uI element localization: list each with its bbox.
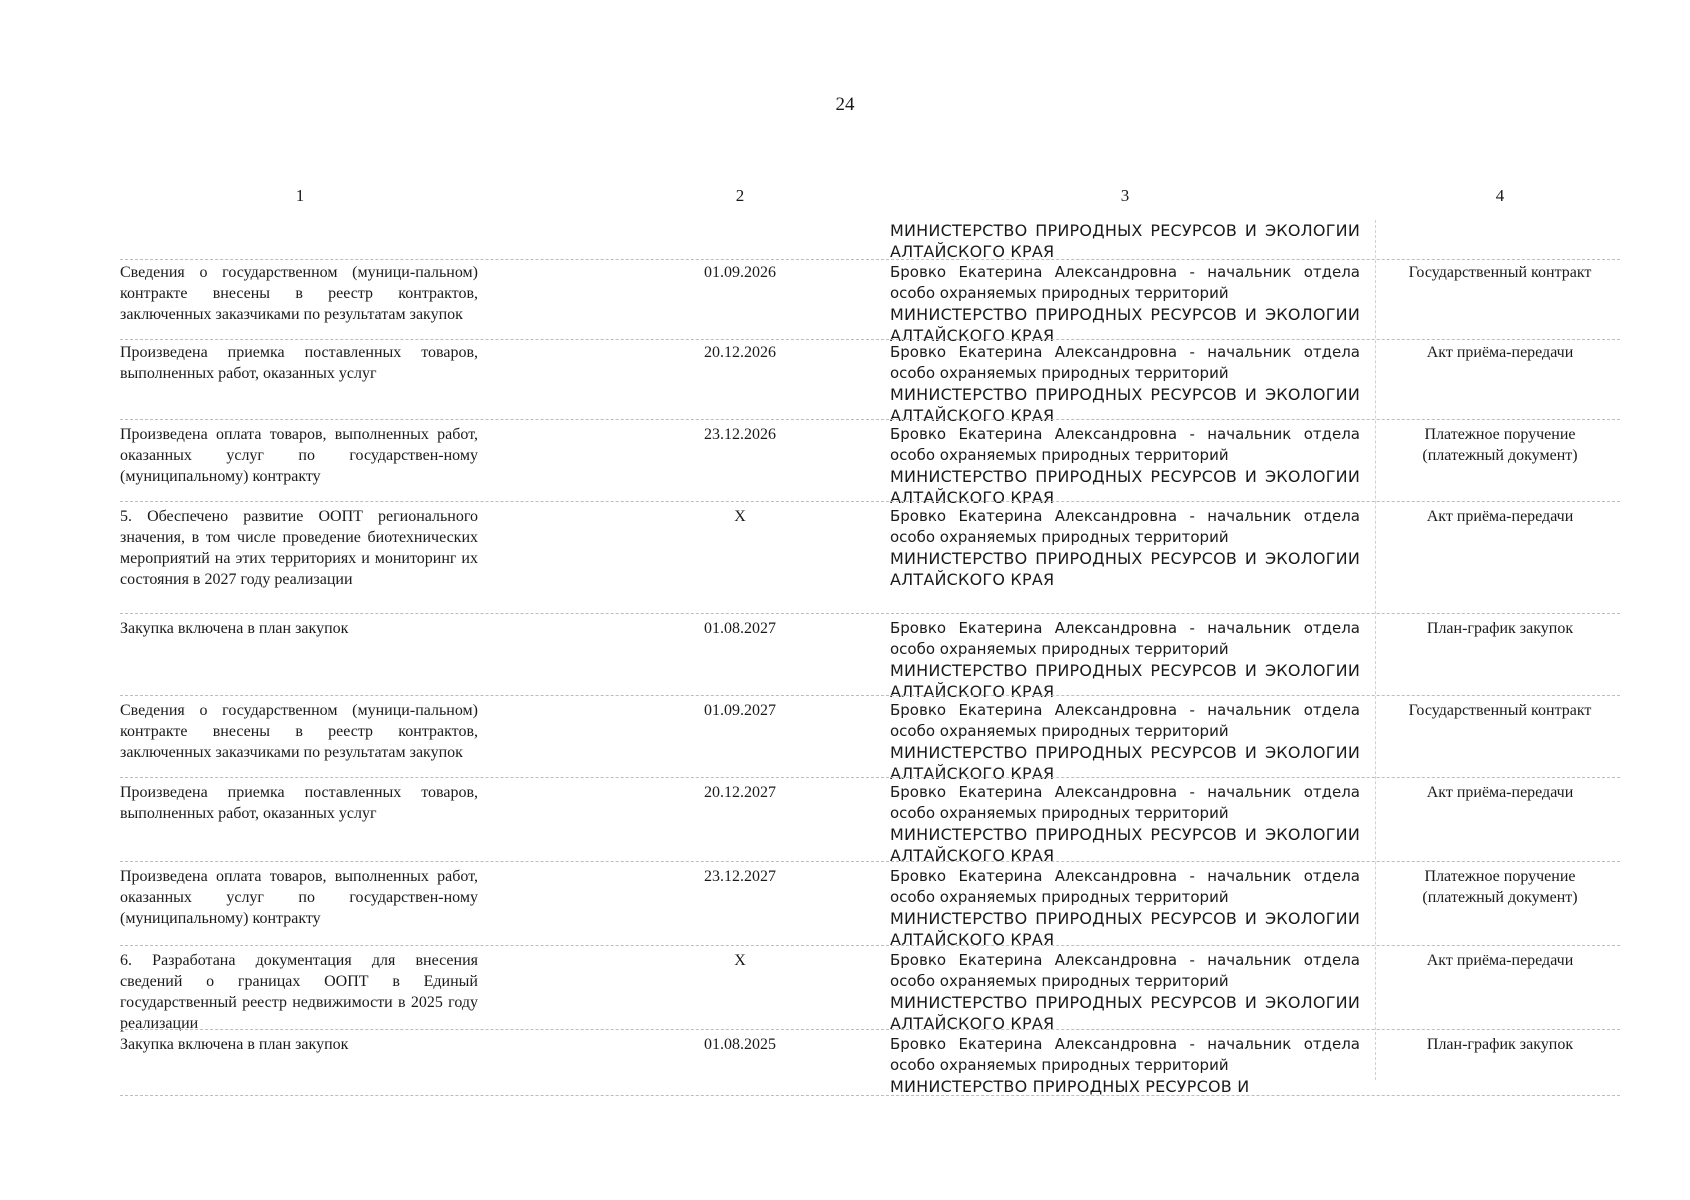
date-cell: 01.08.2027: [704, 620, 776, 637]
organization-name: МИНИСТЕРСТВО ПРИРОДНЫХ РЕСУРСОВ И ЭКОЛОГИИ АЛТАЙСКОГО КРАЯ: [890, 467, 1360, 507]
document-cell: Государственный контракт: [1408, 264, 1592, 281]
responsible-cell: [890, 700, 1360, 784]
organization-name: МИНИСТЕРСТВО ПРИРОДНЫХ РЕСУРСОВ И ЭКОЛОГИИ АЛТАЙСКОГО КРАЯ: [890, 825, 1360, 865]
responsible-person: Бровко Екатерина Александровна - начальник отдела особо охраняемых природных территорий: [890, 701, 1360, 740]
date-cell: 23.12.2026: [704, 426, 776, 443]
event-cell: Закупка включена в план закупок: [120, 620, 349, 637]
document-cell: План-график закупок: [1426, 1036, 1574, 1053]
document-cell: Акт приёма-передачи: [1426, 952, 1574, 969]
responsible-cell: [890, 342, 1360, 426]
organization-name: МИНИСТЕРСТВО ПРИРОДНЫХ РЕСУРСОВ И ЭКОЛОГИИ АЛТАЙСКОГО КРАЯ: [890, 661, 1360, 701]
event-cell: Произведена приемка поставленных товаров, выполненных работ, оказанных услуг: [120, 344, 478, 382]
document-cell: Акт приёма-передачи: [1426, 344, 1574, 361]
document-cell: Платежное поручение (платежный документ): [1422, 868, 1578, 906]
table-body: [120, 220, 1620, 1096]
responsible-cell: [890, 1034, 1360, 1097]
event-cell: 6. Разработана документация для внесения сведений о границах ООПТ в Единый государственный реестр недвижимости в 2025 году реализации: [120, 952, 478, 1032]
responsible-person: Бровко Екатерина Александровна - начальник отдела особо охраняемых природных территорий: [890, 783, 1360, 822]
table-row: [120, 262, 1620, 345]
responsible-cell: [890, 782, 1360, 866]
table-row: [120, 424, 1620, 507]
table-row: [120, 700, 1620, 783]
responsible-cell: [890, 262, 1360, 346]
table-row: [120, 782, 1620, 865]
date-cell: 20.12.2026: [704, 344, 776, 361]
table-row: [120, 1034, 1620, 1096]
event-cell: 5. Обеспечено развитие ООПТ регионального значения, в том числе проведение биотехнических мероприятий на этих территориях и мониторинг их состояния в 2027 году реализации: [120, 508, 478, 588]
organization-name: МИНИСТЕРСТВО ПРИРОДНЫХ РЕСУРСОВ И ЭКОЛОГИИ АЛТАЙСКОГО КРАЯ: [890, 743, 1360, 783]
organization-name: МИНИСТЕРСТВО ПРИРОДНЫХ РЕСУРСОВ И ЭКОЛОГИИ АЛТАЙСКОГО КРАЯ: [890, 385, 1360, 425]
date-cell: 23.12.2027: [704, 868, 776, 885]
event-cell: Сведения о государственном (муници-пальном) контракте внесены в реестр контрактов, заключенных заказчиками по результатам закупок: [120, 702, 478, 761]
event-cell: Сведения о государственном (муници-пальном) контракте внесены в реестр контрактов, заключенных заказчиками по результатам закупок: [120, 264, 478, 323]
table-header: [120, 186, 1620, 220]
table-row: [120, 618, 1620, 701]
responsible-person: Бровко Екатерина Александровна - начальник отдела особо охраняемых природных территорий: [890, 263, 1360, 302]
responsible-person: Бровко Екатерина Александровна - начальник отдела особо охраняемых природных территорий: [890, 425, 1360, 464]
document-cell: Платежное поручение (платежный документ): [1422, 426, 1578, 464]
table-row: [120, 866, 1620, 949]
event-cell: Произведена оплата товаров, выполненных работ, оказанных услуг по государствен-ному (муниципальному) контракту: [120, 426, 478, 485]
responsible-person: Бровко Екатерина Александровна - начальник отдела особо охраняемых природных территорий: [890, 867, 1360, 906]
table-row: [120, 506, 1620, 614]
table-row: [120, 220, 1620, 260]
responsible-cell: [890, 950, 1360, 1034]
responsible-person: Бровко Екатерина Александровна - начальник отдела особо охраняемых природных территорий: [890, 619, 1360, 658]
plan-table: [120, 186, 1620, 1096]
organization-name: МИНИСТЕРСТВО ПРИРОДНЫХ РЕСУРСОВ И ЭКОЛОГИИ АЛТАЙСКОГО КРАЯ: [890, 909, 1360, 949]
column-header-1: 1: [295, 186, 305, 205]
responsible-cell: [890, 424, 1360, 508]
date-cell: 01.09.2026: [704, 264, 776, 281]
document-cell: Акт приёма-передачи: [1426, 784, 1574, 801]
responsible-person: Бровко Екатерина Александровна - начальник отдела особо охраняемых природных территорий: [890, 1035, 1360, 1074]
organization-name: МИНИСТЕРСТВО ПРИРОДНЫХ РЕСУРСОВ И ЭКОЛОГИИ АЛТАЙСКОГО КРАЯ: [890, 221, 1360, 261]
page-number: 24: [835, 94, 855, 115]
responsible-person: Бровко Екатерина Александровна - начальник отдела особо охраняемых природных территорий: [890, 507, 1360, 546]
responsible-person: Бровко Екатерина Александровна - начальник отдела особо охраняемых природных территорий: [890, 951, 1360, 990]
event-cell: Произведена оплата товаров, выполненных работ, оказанных услуг по государствен-ному (муниципальному) контракту: [120, 868, 478, 927]
event-cell: Произведена приемка поставленных товаров, выполненных работ, оказанных услуг: [120, 784, 478, 822]
column-header-2: 2: [735, 186, 745, 205]
table-row: [120, 342, 1620, 425]
organization-name: МИНИСТЕРСТВО ПРИРОДНЫХ РЕСУРСОВ И: [890, 1077, 1250, 1096]
responsible-person: Бровко Екатерина Александровна - начальник отдела особо охраняемых природных территорий: [890, 343, 1360, 382]
document-cell: План-график закупок: [1426, 620, 1574, 637]
responsible-cell: [890, 866, 1360, 950]
date-cell: 01.08.2025: [704, 1036, 776, 1053]
date-cell: 01.09.2027: [704, 702, 776, 719]
date-cell: Х: [734, 508, 746, 525]
event-cell: Закупка включена в план закупок: [120, 1036, 349, 1053]
responsible-cell: [890, 220, 1360, 262]
responsible-cell: [890, 618, 1360, 702]
responsible-cell: [890, 506, 1360, 590]
column-header-4: 4: [1495, 186, 1505, 205]
column-header-3: 3: [1120, 186, 1130, 205]
document-cell: Государственный контракт: [1408, 702, 1592, 719]
organization-name: МИНИСТЕРСТВО ПРИРОДНЫХ РЕСУРСОВ И ЭКОЛОГИИ АЛТАЙСКОГО КРАЯ: [890, 549, 1360, 589]
table-row: [120, 950, 1620, 1033]
organization-name: МИНИСТЕРСТВО ПРИРОДНЫХ РЕСУРСОВ И ЭКОЛОГИИ АЛТАЙСКОГО КРАЯ: [890, 993, 1360, 1033]
organization-name: МИНИСТЕРСТВО ПРИРОДНЫХ РЕСУРСОВ И ЭКОЛОГИИ АЛТАЙСКОГО КРАЯ: [890, 305, 1360, 345]
document-cell: Акт приёма-передачи: [1426, 508, 1574, 525]
date-cell: 20.12.2027: [704, 784, 776, 801]
date-cell: Х: [734, 952, 746, 969]
